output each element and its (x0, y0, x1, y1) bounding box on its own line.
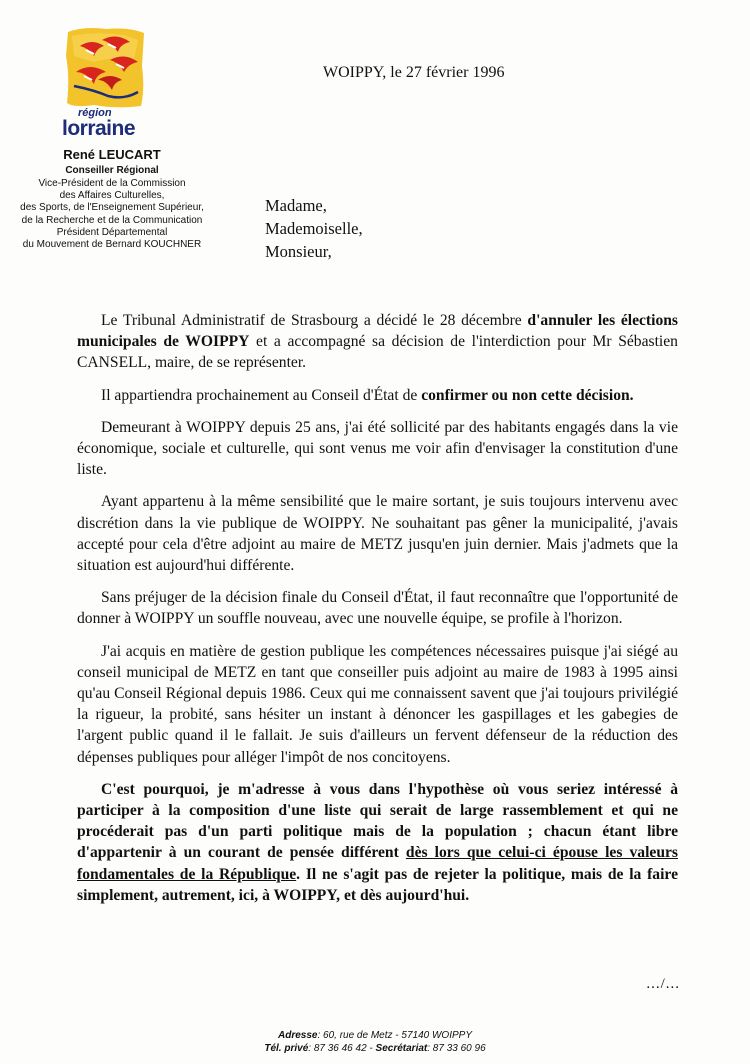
footer-label: Adresse (278, 1030, 318, 1041)
sender-function-line: de la Recherche et de la Communication (21, 214, 203, 226)
sender-function-line: Président Départemental (56, 226, 168, 238)
footer-phone (0, 1043, 750, 1054)
paragraph-annulation (77, 310, 678, 374)
footer-address (0, 1030, 750, 1041)
logo-lorraine-text: lorraine (62, 117, 136, 140)
salutation-line: Mademoiselle, (265, 219, 363, 238)
region-lorraine-logo (62, 26, 148, 140)
paragraph-sans-prejuger: Sans préjuger de la décision finale du Conseil d'État, il faut reconnaître que l'opportunité de donner à WOIPPY un souffle nouveau, avec une nouvelle équipe, se profile à l'horizon. (77, 589, 678, 628)
text-run: C'est pourquoi, je m'adresse à vous dans l'hypothèse où vous seriez intéressé à participer à la composition d'une liste qui serait de large rassemblement et qui ne procéderait pas d'un parti politique mais de la population ; chacun étant libre d'appartenir à un courant de pensée différent (77, 780, 678, 862)
sender-function-line: des Affaires Culturelles, (59, 190, 165, 202)
salutation (265, 194, 363, 263)
logo-region-text: région (78, 107, 112, 119)
footer-label: Tél. privé (264, 1043, 309, 1054)
sender-function-line: Vice-Président de la Commission (38, 178, 186, 189)
salutation-line: Monsieur, (265, 242, 332, 261)
letter-body (77, 310, 678, 917)
bold-text-run: d'annuler les élections municipales de WOIPPY (77, 312, 678, 351)
region-lorraine-emblem-icon (64, 26, 146, 108)
underlined-text-run: dès lors que celui-ci épouse les valeurs fondamentales de la République (77, 844, 678, 883)
sender-block (0, 146, 224, 251)
sender-function-line: du Mouvement de Bernard KOUCHNER (22, 239, 202, 251)
footer-value: : 87 36 46 42 - (308, 1043, 376, 1054)
continuation-mark: .../... (646, 976, 680, 992)
text-run: et a accompagné sa décision de l'interdiction pour Mr Sébastien CANSELL, maire, de se représenter. (77, 333, 678, 372)
text-run: Le Tribunal Administratif de Strasbourg a décidé le 28 décembre (101, 312, 528, 329)
letter-date: WOIPPY, le 27 février 1996 (323, 64, 505, 81)
bold-text-run: confirmer ou non cette décision. (421, 386, 634, 404)
footer-label: Secrétariat (375, 1043, 428, 1054)
paragraph-competences: J'ai acquis en matière de gestion publique les compétences nécessaires puisque j'ai siégé au conseil municipal de METZ en tant que conseiller puis adjoint au maire de 1983 à 1995 ainsi qu'au Conseil Régional depuis 1986. Ceux qui me connaissent savent que j'ai toujours privilégié la rigueur, la probité, sans hésiter un instant à dénoncer les gaspillages et les gabegies de l'argent public quand il le fallait. Je suis d'ailleurs un fervent défenseur de la réduction des dépenses publiques pour alléger l'impôt de nos concitoyens. (77, 642, 678, 766)
sender-name: René LEUCART (63, 147, 161, 162)
salutation-line: Madame, (265, 196, 327, 215)
footer-value: : 87 33 60 96 (427, 1043, 486, 1054)
sender-function-line: des Sports, de l'Enseignement Supérieur, (20, 202, 204, 214)
paragraph-appel (77, 779, 678, 906)
text-run: . Il ne s'agit pas de rejeter la politique, mais de la faire simplement, autrement, ici, à WOIPPY, et dès aujourd'hui. (77, 865, 678, 904)
footer-value: : 60, rue de Metz - 57140 WOIPPY (317, 1030, 472, 1041)
text-run: Il appartiendra prochainement au Conseil d'État de (101, 386, 422, 404)
paragraph-demeurant: Demeurant à WOIPPY depuis 25 ans, j'ai été sollicité par des habitants engagés dans la vie économique, sociale et culturelle, qui sont venus me voir afin d'envisager la constitution d'une liste. (77, 418, 678, 479)
paragraph-ayant-appartenu: Ayant appartenu à la même sensibilité que le maire sortant, je suis toujours intervenu avec discrétion dans la vie publique de WOIPPY. Ne souhaitant pas gêner la municipalité, j'avais accepté pour cela d'être adjoint au maire de METZ jusqu'en juin dernier. Mais j'admets que la situation est aujourd'hui différente. (77, 493, 678, 575)
paragraph-conseil-etat (77, 385, 678, 406)
sender-title: Conseiller Régional (65, 165, 159, 176)
logo-wordmark (62, 108, 154, 139)
